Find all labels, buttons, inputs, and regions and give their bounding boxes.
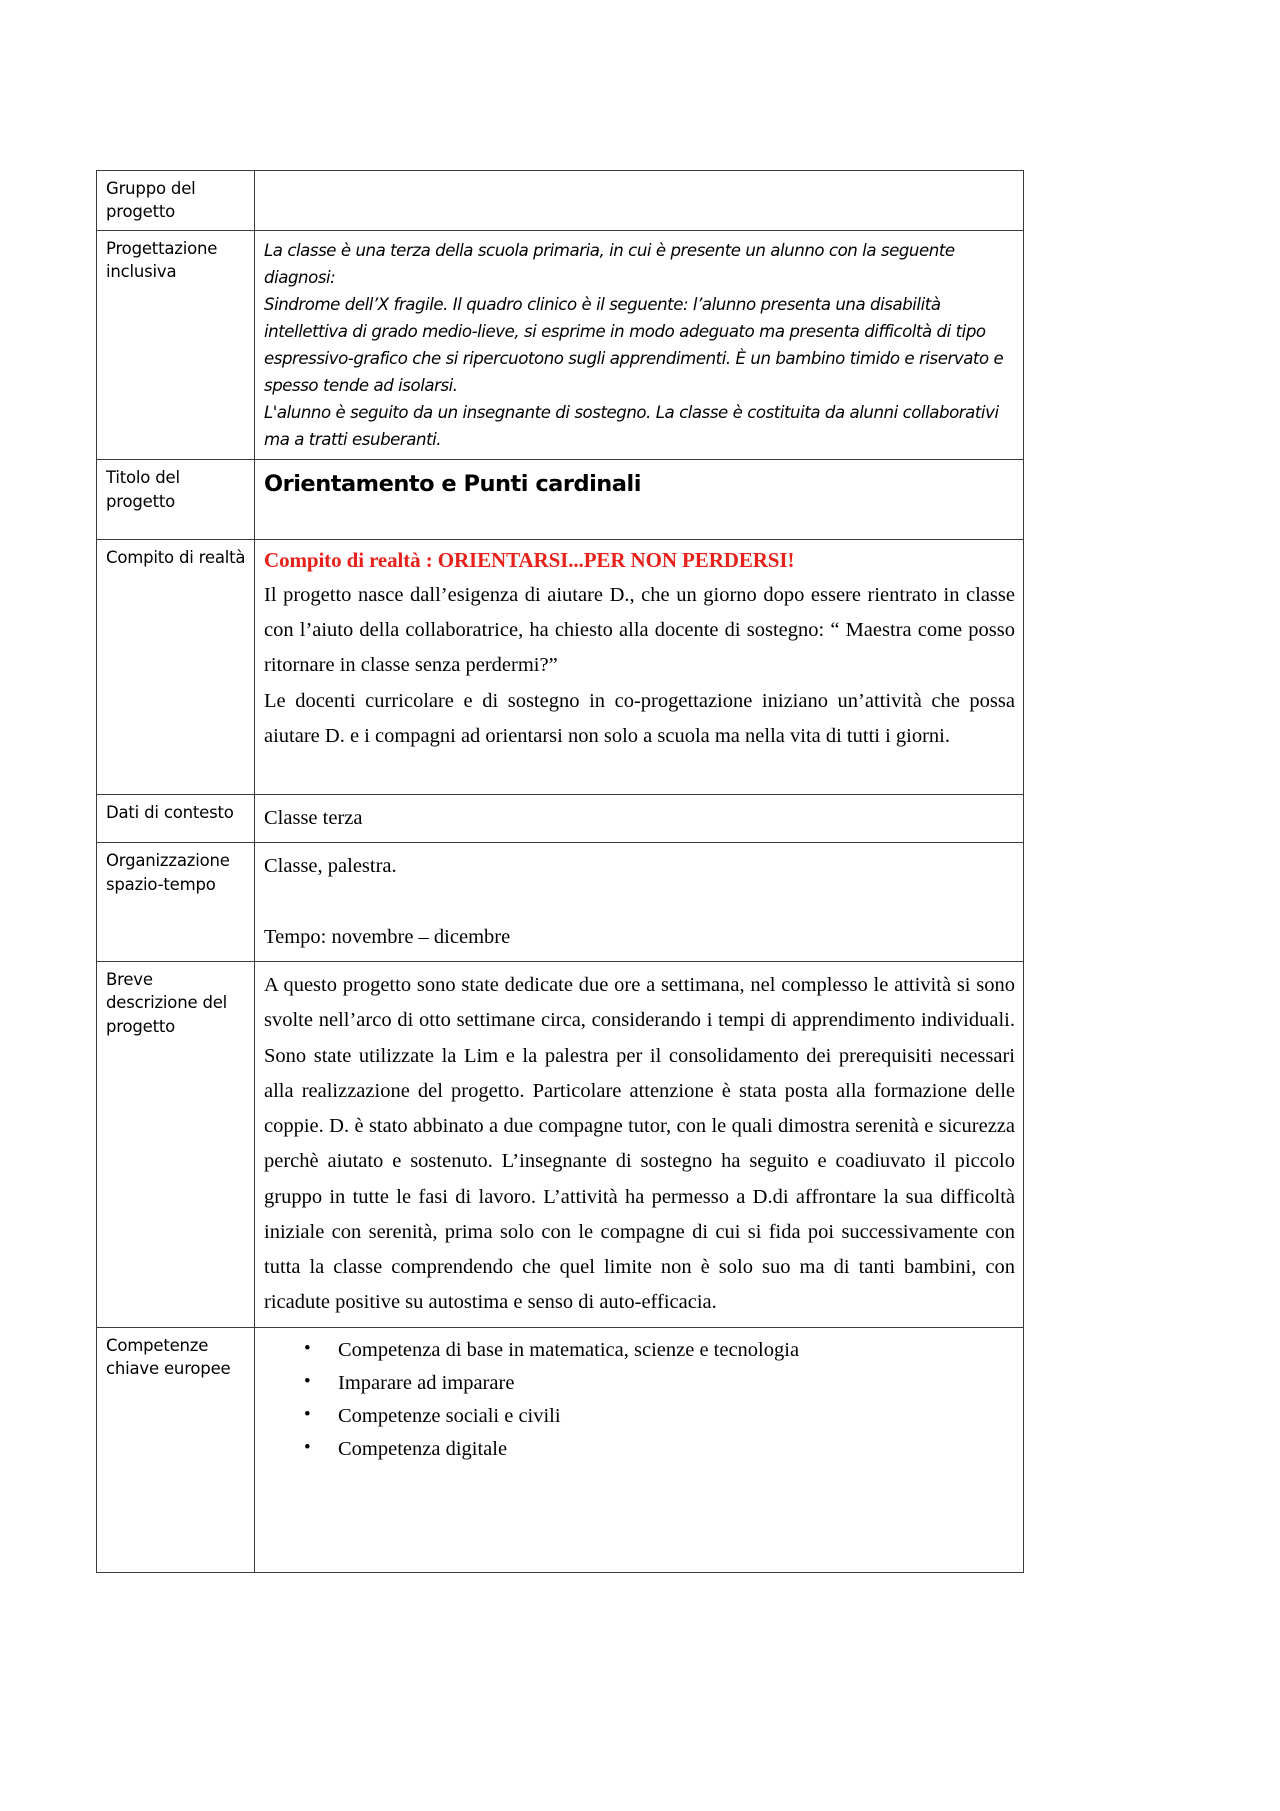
row-label-gruppo-del-progetto: Gruppo del progetto bbox=[106, 179, 196, 222]
row-value-cell-organizzazione-spazio-tempo bbox=[255, 843, 1024, 962]
table-row-gruppo-del-progetto bbox=[97, 171, 1024, 231]
row-value-cell-dati-di-contesto bbox=[255, 795, 1024, 843]
table-row-titolo-del-progetto bbox=[97, 460, 1024, 540]
table-row-competenze-chiave-europee bbox=[97, 1327, 1024, 1572]
table-row-organizzazione-spazio-tempo bbox=[97, 843, 1024, 962]
list-item-label: Competenza digitale bbox=[338, 1438, 508, 1461]
table-row-compito-di-realta bbox=[97, 540, 1024, 795]
list-item bbox=[298, 1400, 1015, 1433]
row-label-cell bbox=[97, 540, 255, 795]
project-title: Orientamento e Punti cardinali bbox=[264, 471, 641, 498]
competenze-list bbox=[264, 1334, 1015, 1467]
row-label-cell bbox=[97, 230, 255, 459]
row-label-organizzazione-spazio-tempo: Organizzazione spazio-tempo bbox=[106, 851, 230, 894]
bullet-icon: • bbox=[304, 1370, 311, 1392]
table-row-dati-di-contesto bbox=[97, 795, 1024, 843]
inclusiva-paragraph-2: Sindrome dell’X fragile. Il quadro clinico è il seguente: l’alunno presenta una disabilità intellettiva di grado medio-lieve, si esprime in modo adeguato ma presenta difficoltà di tipo espressivo-grafico che si ripercuotono sugli apprendimenti. È un bambino timido e riservato e spesso tende ad isolarsi. bbox=[264, 294, 1004, 396]
organizzazione-tempo: Tempo: novembre – dicembre bbox=[264, 925, 511, 948]
row-value-cell-gruppo-del-progetto bbox=[255, 171, 1024, 231]
row-value-cell-breve-descrizione-del-progetto bbox=[255, 962, 1024, 1328]
inclusiva-paragraph-3: L'alunno è seguito da un insegnante di sostegno. La classe è costituita da alunni collaborativi ma a tratti esuberanti. bbox=[264, 403, 999, 450]
row-value-cell-titolo-del-progetto bbox=[255, 460, 1024, 540]
row-label-cell bbox=[97, 1327, 255, 1572]
list-item bbox=[298, 1367, 1015, 1400]
row-label-breve-descrizione-del-progetto: Breve descrizione del progetto bbox=[106, 970, 228, 1036]
row-label-titolo-del-progetto: Titolo del progetto bbox=[106, 468, 180, 511]
list-item bbox=[298, 1433, 1015, 1466]
row-label-competenze-chiave-europee: Competenze chiave europee bbox=[106, 1335, 231, 1378]
breve-descrizione-paragraph: A questo progetto sono state dedicate due ore a settimana, nel complesso le attività si sono svolte nell’arco di otto settimane circa, considerando i tempi di apprendimento individuali. Sono state utilizzate la Lim e la palestra per il consolidamento dei prerequisiti necessari alla realizzazione del progetto. Particolare attenzione è stata posta alla formazione delle coppie. D. è stato abbinato a due compagne tutor, con le quali dimostra serenità e sicurezza perchè aiutato e sostenuto. L’insegnante di sostegno ha seguito e coadiuvato il piccolo gruppo in tutte le fasi di lavoro. L’attività ha permesso a D.di affrontare la sua difficoltà iniziale con serenità, prima solo con le compagne di cui si fida poi successivamente con tutta la classe comprendendo che quel limite non è solo suo ma di tanti bambini, con ricadute positive su autostima e senso di auto-efficacia. bbox=[264, 974, 1015, 1314]
row-label-progettazione-inclusiva: Progettazione inclusiva bbox=[106, 238, 218, 282]
list-item-label: Competenze sociali e civili bbox=[338, 1404, 561, 1427]
dati-di-contesto-value: Classe terza bbox=[264, 807, 363, 830]
bullet-icon: • bbox=[304, 1403, 311, 1425]
row-label-dati-di-contesto: Dati di contesto bbox=[106, 803, 234, 823]
row-value-cell-compito-di-realta bbox=[255, 540, 1024, 795]
organizzazione-blank-line bbox=[264, 885, 1015, 920]
compito-di-realta-paragraph-2: Le docenti curricolare e di sostegno in co-progettazione iniziano un’attività che possa aiutare D. e i compagni ad orientarsi non solo a scuola ma nella vita di tutti i giorni. bbox=[264, 689, 1015, 747]
list-item-label: Imparare ad imparare bbox=[338, 1371, 515, 1394]
row-label-cell bbox=[97, 843, 255, 962]
bullet-icon: • bbox=[304, 1437, 311, 1459]
inclusiva-paragraph-1: La classe è una terza della scuola primaria, in cui è presente un alunno con la seguente diagnosi: bbox=[264, 240, 955, 287]
compito-di-realta-heading: Compito di realtà : ORIENTARSI...PER NON PERDERSI! bbox=[264, 548, 795, 573]
row-label-compito-di-realta: Compito di realtà bbox=[106, 548, 246, 568]
row-label-cell bbox=[97, 962, 255, 1328]
table-row-progettazione-inclusiva bbox=[97, 230, 1024, 459]
organizzazione-luogo: Classe, palestra. bbox=[264, 855, 397, 878]
compito-di-realta-paragraph-1: Il progetto nasce dall’esigenza di aiutare D., che un giorno dopo essere rientrato in classe con l’aiuto della collaboratrice, ha chiesto alla docente di sostegno: “ Maestra come posso ritornare in classe senza perdermi?” bbox=[264, 583, 1015, 677]
project-summary-table bbox=[96, 170, 1024, 1573]
title-spacer bbox=[264, 499, 1015, 533]
empty-spacer bbox=[264, 177, 1015, 211]
table-row-breve-descrizione-del-progetto bbox=[97, 962, 1024, 1328]
list-item-label: Competenza di base in matematica, scienze e tecnologia bbox=[338, 1338, 800, 1361]
row-value-cell-competenze-chiave-europee bbox=[255, 1327, 1024, 1572]
row-label-cell bbox=[97, 460, 255, 540]
row-value-cell-progettazione-inclusiva bbox=[255, 230, 1024, 459]
bullet-icon: • bbox=[304, 1337, 311, 1359]
row-label-cell bbox=[97, 171, 255, 231]
compito-spacer bbox=[264, 754, 1015, 788]
row-label-cell bbox=[97, 795, 255, 843]
list-item bbox=[298, 1334, 1015, 1367]
